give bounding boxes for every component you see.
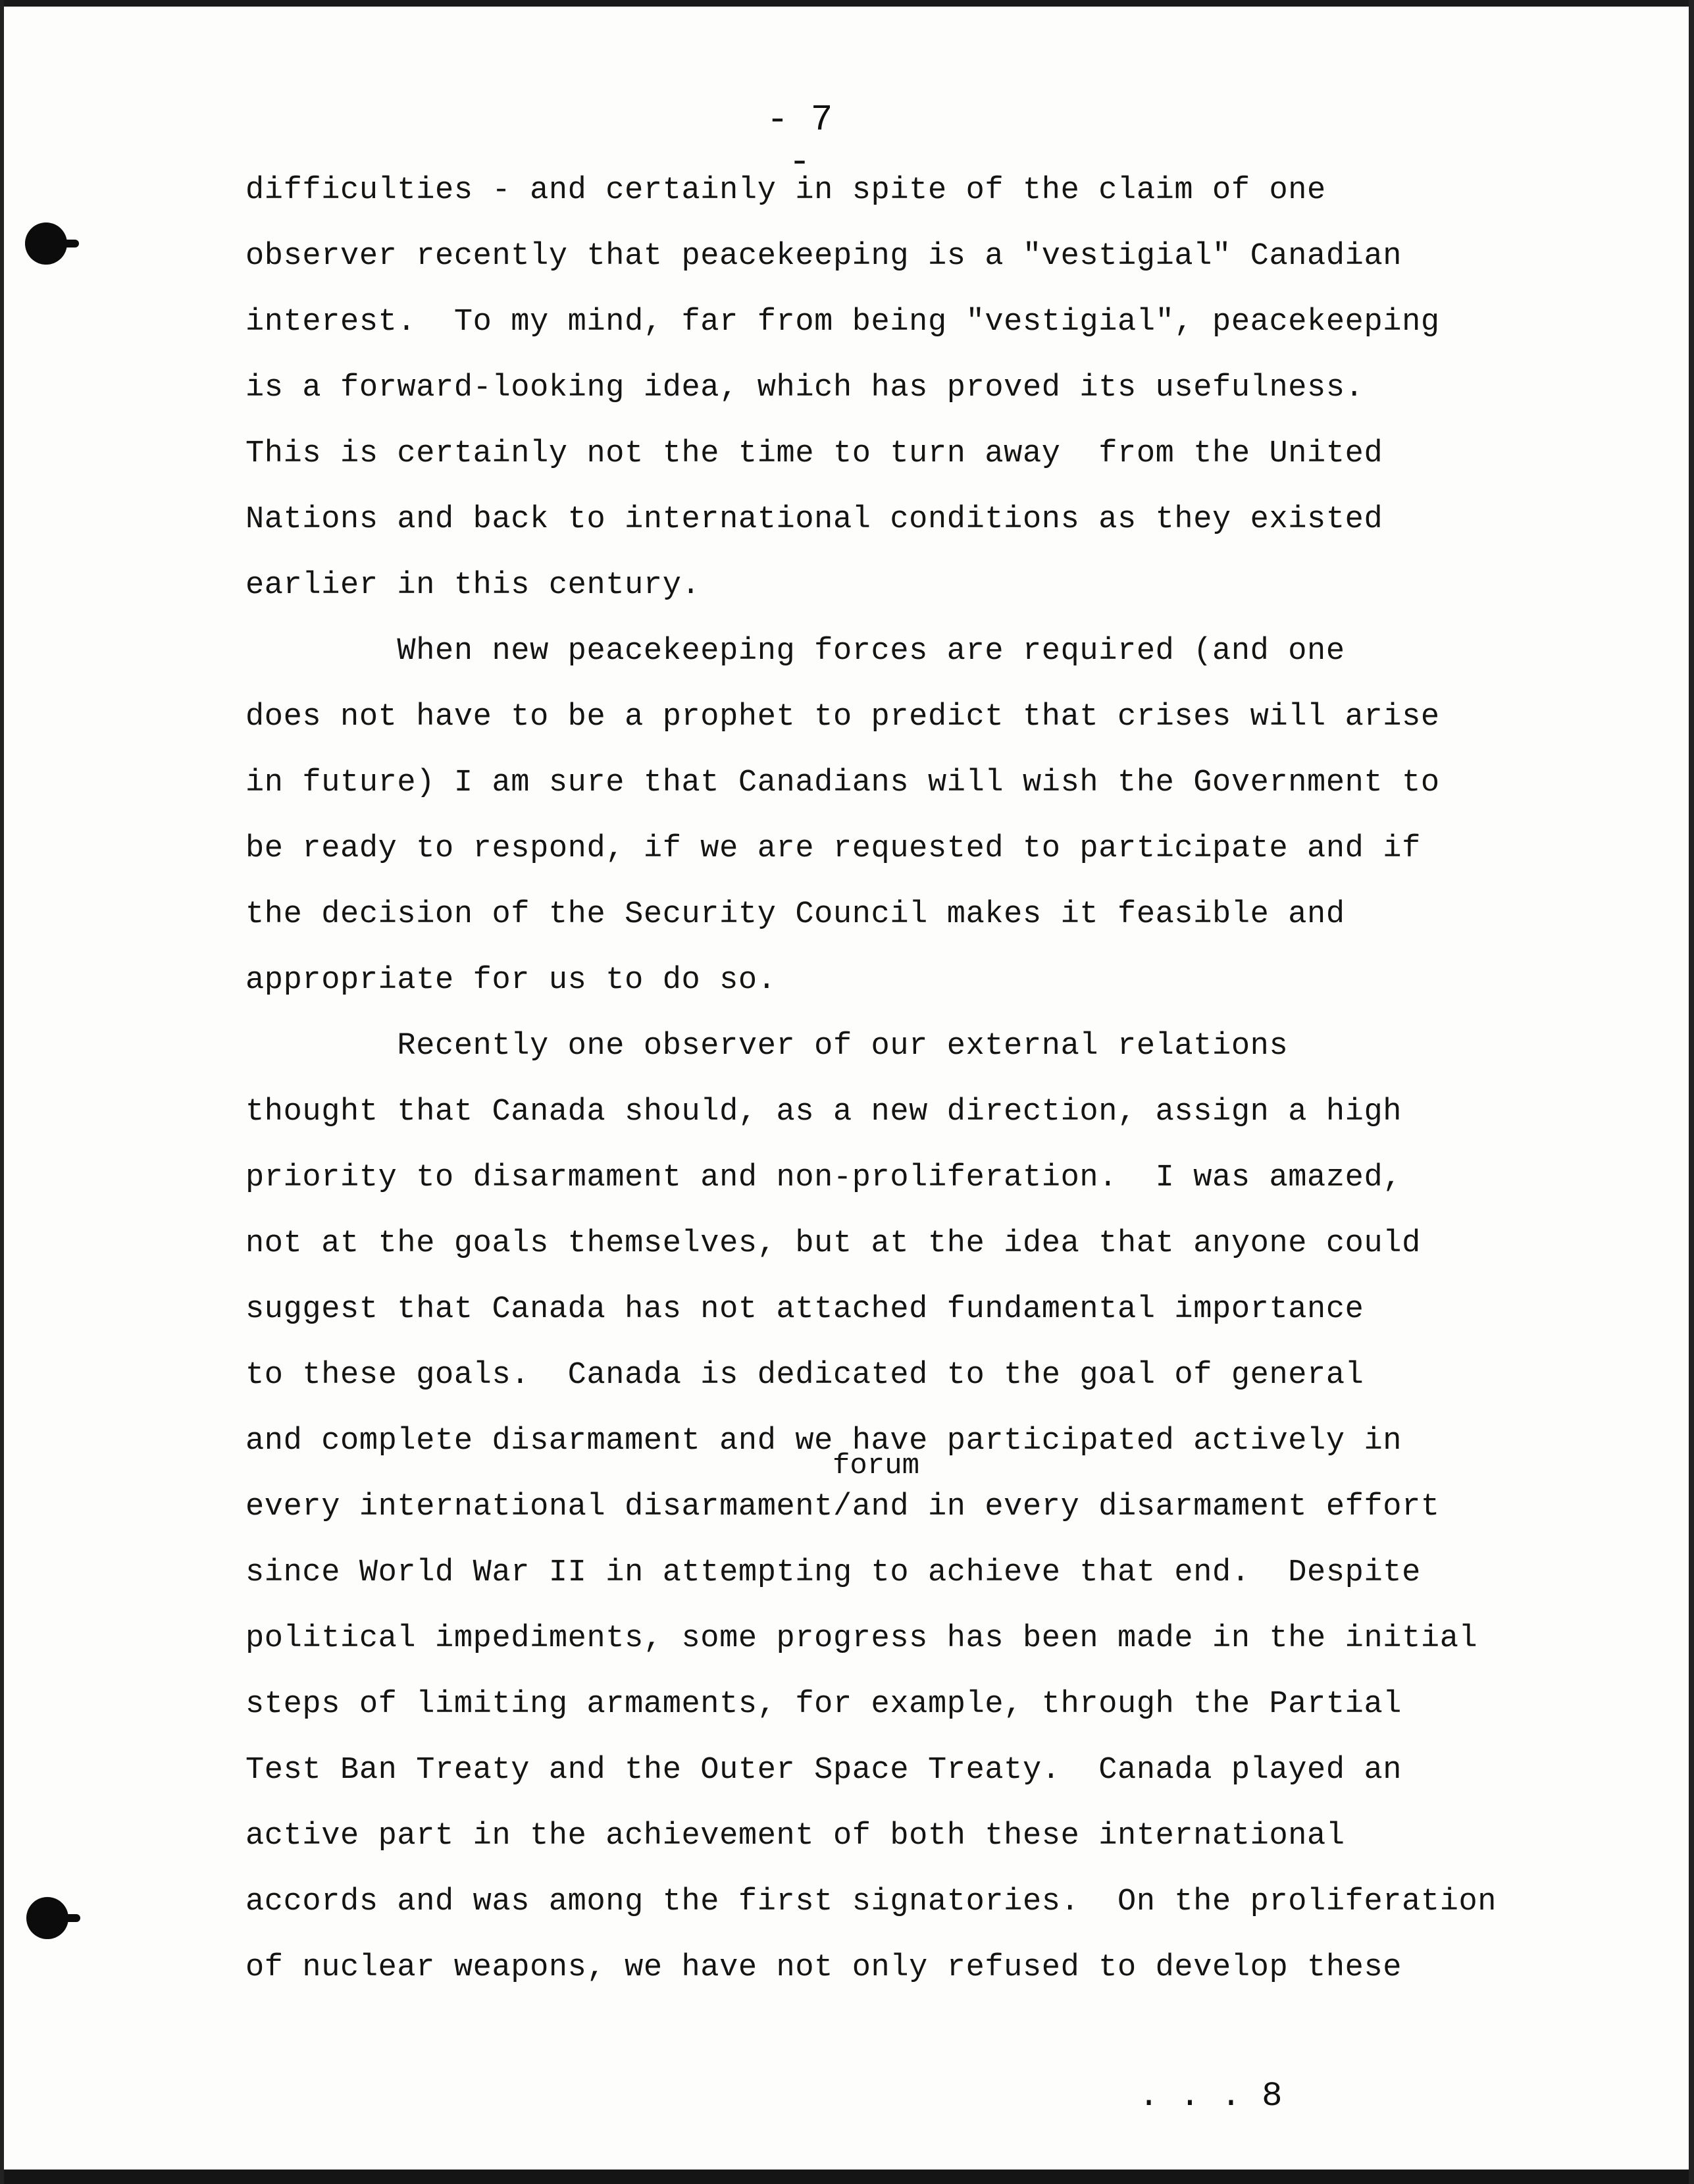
text-line: the decision of the Security Council makes it feasible and — [245, 897, 1345, 932]
text-line: political impediments, some progress has been made in the initial — [245, 1621, 1478, 1656]
text-line: to these goals. Canada is dedicated to the goal of general — [245, 1358, 1364, 1393]
text-line: is a forward-looking idea, which has proved its usefulness. — [245, 371, 1364, 405]
interlinear-insertion: forum — [833, 1449, 920, 1482]
text-line: every international disarmament/and in every disarmament effort — [245, 1490, 1440, 1524]
page-number: - 7 - — [766, 99, 833, 183]
continuation-marker: . . . 8 — [1139, 2077, 1283, 2116]
text-line: Recently one observer of our external relations — [245, 1029, 1289, 1064]
text-line: appropriate for us to do so. — [245, 963, 777, 998]
text-line: and complete disarmament and we have participated actively in — [245, 1424, 1402, 1459]
text-line: not at the goals themselves, but at the idea that anyone could — [245, 1226, 1421, 1261]
text-line: interest. To my mind, far from being "vestigial", peacekeeping — [245, 305, 1440, 340]
text-line: does not have to be a prophet to predict that crises will arise — [245, 700, 1440, 735]
text-line: steps of limiting armaments, for example, through the Partial — [245, 1687, 1402, 1722]
text-line: active part in the achievement of both these international — [245, 1819, 1345, 1854]
text-line: Nations and back to international conditions as they existed — [245, 502, 1383, 537]
text-line: When new peacekeeping forces are required (and one — [245, 634, 1345, 669]
text-line: priority to disarmament and non-proliferation. I was amazed, — [245, 1160, 1402, 1195]
text-line: difficulties - and certainly in spite of the claim of one — [245, 173, 1326, 208]
text-line: thought that Canada should, as a new direction, assign a high — [245, 1095, 1402, 1130]
text-line: since World War II in attempting to achieve that end. Despite — [245, 1555, 1421, 1590]
text-line: be ready to respond, if we are requested to participate and if — [245, 831, 1421, 866]
text-line: in future) I am sure that Canadians will wish the Government to — [245, 766, 1440, 800]
text-line: earlier in this century. — [245, 568, 701, 603]
text-line: accords and was among the first signatories. On the proliferation — [245, 1885, 1497, 1919]
text-line: Test Ban Treaty and the Outer Space Treaty. Canada played an — [245, 1753, 1402, 1788]
text-line: This is certainly not the time to turn away from the United — [245, 436, 1383, 471]
text-line: of nuclear weapons, we have not only refused to develop these — [245, 1950, 1402, 1985]
text-line: suggest that Canada has not attached fundamental importance — [245, 1292, 1364, 1327]
text-line: observer recently that peacekeeping is a "vestigial" Canadian — [245, 239, 1402, 274]
